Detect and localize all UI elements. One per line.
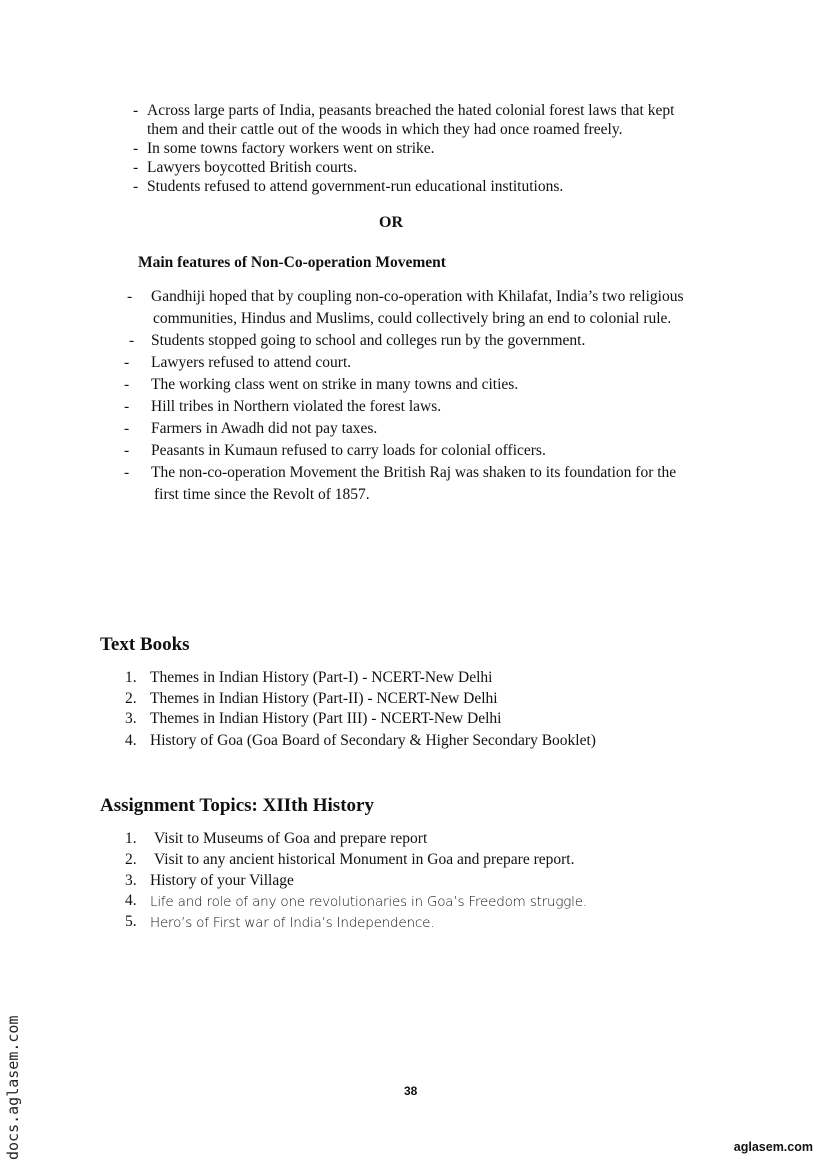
bullet-text-cont: first time since the Revolt of 1857.: [154, 486, 370, 503]
bullet-text: Students refused to attend government-run educational institutions.: [147, 178, 564, 195]
bullet-text: Peasants in Kumaun refused to carry loads for colonial officers.: [151, 442, 546, 459]
bullet-text: Gandhiji hoped that by coupling non-co-operation with Khilafat, India’s two religious: [151, 288, 684, 305]
bullet-text: Lawyers refused to attend court.: [151, 354, 352, 371]
bullet-text: The working class went on strike in many towns and cities.: [151, 376, 519, 393]
bullet-text: Lawyers boycotted British courts.: [147, 159, 358, 176]
section-subheading: Main features of Non-Co-operation Movement: [138, 254, 446, 271]
assignment-heading: Assignment Topics: XIIth History: [100, 795, 374, 816]
document-page: - Across large parts of India, peasants breached the hated colonial forest laws that kept them and their cattle out of the woods in which they had once roamed freely. - In some towns factory workers went on strike. - Lawyers boycotted British courts. - Students refused to attend government-run educational institutions. OR Main features of Non-Co-operation Movement - Gandhiji hoped that by coupling non-co-operation with Khilafat, India’s two religious communities, Hindus and Muslims, could collectively bring an end to colonial rule. - Students stopped going to school and colleges run by the government. - Lawyers refused to attend court. - The working class went on strike in many towns and cities. - Hill tribes in Northern violated the forest laws. - Farmers in Awadh did not pay taxes. - Peasants in Kumaun refused to carry loads for colonial officers. - The non-co-operation Movement the British Raj was shaken to its foundation for the first time since the Revolt of 1857. Text Books 1. Themes in Indian History (Part-I) - NCERT-New Delhi 2. Themes in Indian History (Part-II) - NCERT-New Delhi 3. Themes in Indian History (Part III) - NCERT-New Delhi 4. History of Goa (Goa Board of Secondary & Higher Secondary Booklet) Assignment Topics: XIIth History 1. Visit to Museums of Goa and prepare report 2. Visit to any ancient historical Monument in Goa and prepare report. 3. History of your Village 4. Life and role of any one revolutionaries in Goa’s Freedom struggle. 5. Hero’s of First war of India’s Independence. 38 docs.aglasem.com aglasem.com: [4, 102, 813, 1160]
bullet-text-cont: them and their cattle out of the woods in which they had once roamed freely.: [147, 121, 623, 138]
text-books-heading: Text Books: [100, 634, 190, 655]
bullet-text: Across large parts of India, peasants breached the hated colonial forest laws that kept: [147, 102, 675, 119]
corner-watermark: aglasem.com: [733, 1140, 813, 1154]
side-watermark: docs.aglasem.com: [4, 1015, 22, 1160]
page-number: 38: [404, 1084, 418, 1098]
bullet-text: The non-co-operation Movement the British Raj was shaken to its foundation for the: [151, 464, 677, 481]
bullet-text: In some towns factory workers went on strike.: [147, 140, 435, 157]
bullet-text: Students stopped going to school and colleges run by the government.: [151, 332, 586, 349]
bullet-text-cont: communities, Hindus and Muslims, could collectively bring an end to colonial rule.: [153, 310, 672, 327]
or-separator: OR: [379, 214, 403, 231]
bullet-text: Farmers in Awadh did not pay taxes.: [151, 420, 378, 437]
bullet-text: Hill tribes in Northern violated the forest laws.: [151, 398, 442, 415]
